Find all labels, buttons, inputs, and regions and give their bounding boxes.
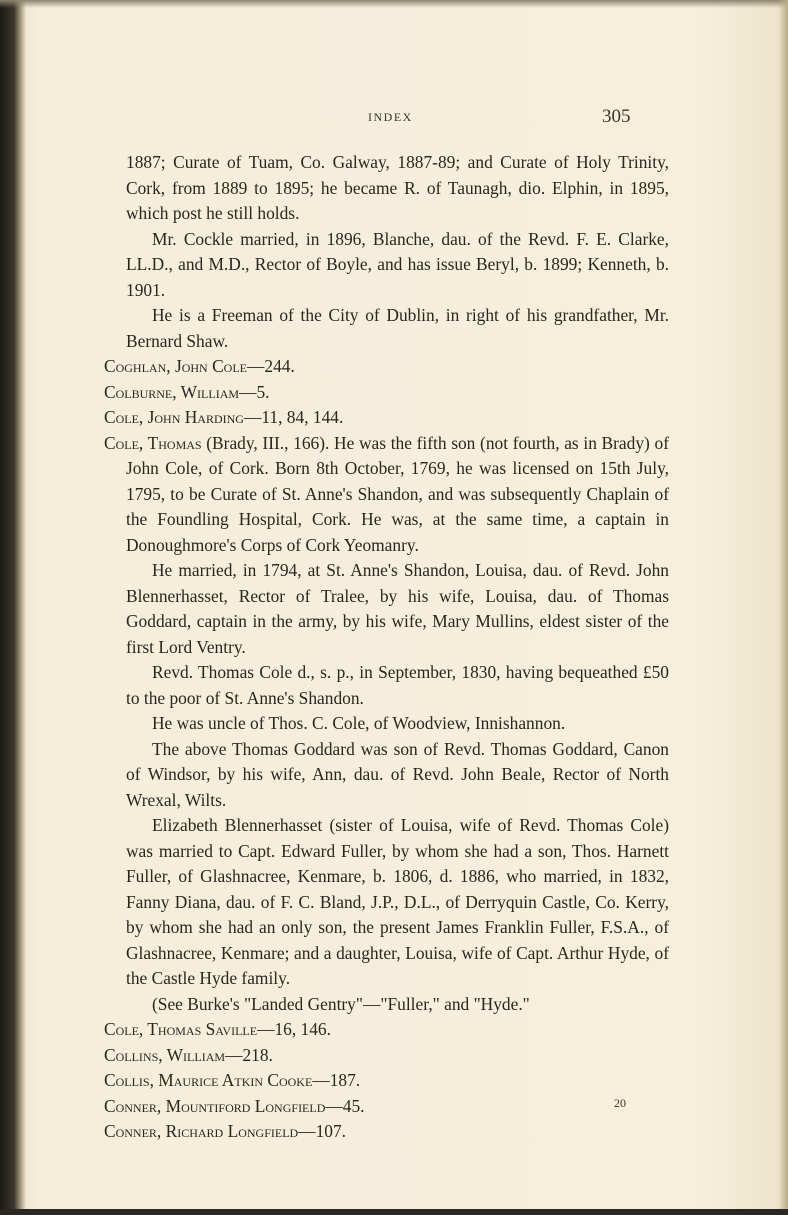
continuation-paragraph: 1887; Curate of Tuam, Co. Galway, 1887-89; and Curate of Holy Trinity, Cork, from 1889 to 1895; he became R. of Taunagh, dio. Elphin, in 1895, which post he still holds. bbox=[126, 152, 669, 223]
index-entry bbox=[104, 405, 669, 431]
right-edge-shadow bbox=[778, 0, 788, 1215]
entry-name: Collins, William bbox=[104, 1044, 226, 1065]
entry-name: Collis, Maurice Atkin Cooke bbox=[104, 1070, 313, 1090]
page-number: 305 bbox=[602, 106, 631, 127]
index-entry bbox=[104, 1017, 669, 1043]
index-entry bbox=[104, 1119, 669, 1145]
entry-refs: —5. bbox=[239, 381, 270, 402]
entry-name: Cole, John Harding bbox=[104, 407, 244, 427]
entry-paragraph: Revd. Thomas Cole d., s. p., in September, 1830, having bequeathed £50 to the poor of St. Anne's Shandon. bbox=[126, 662, 669, 708]
entry-paragraph: He married, in 1794, at St. Anne's Shandon, Louisa, dau. of Revd. John Blennerhasset, Rector of Tralee, by his wife, Louisa, dau. of Thomas Goddard, captain in the army, by his wife, Mary Mullins, eldest sister of the first Lord Ventry. bbox=[126, 560, 669, 657]
entry-refs: —187. bbox=[312, 1070, 361, 1090]
cole-thomas-details bbox=[104, 558, 669, 1017]
entry-name: Coghlan, John Cole bbox=[104, 356, 247, 376]
entry-text: (Brady, III., 166). He was the fifth son (not fourth, as in Brady) of John Cole, of Cork. Born 8th October, 1769, he was licensed on 15th July, 1795, to be Curate of St. Anne's Shandon, and was subsequently Chaplain of the Foundling Hospital, Cork. He was, at the same time, a captain in Donoughmore's Corps of Cork Yeomanry. bbox=[126, 432, 669, 555]
index-text bbox=[104, 150, 669, 1145]
entry-refs: —11, 84, 144. bbox=[243, 407, 344, 427]
entry-refs: —45. bbox=[325, 1095, 365, 1116]
entry-refs: —107. bbox=[298, 1121, 347, 1141]
bottom-edge-shadow bbox=[0, 1209, 788, 1215]
entry-name: Cole, Thomas bbox=[104, 432, 202, 453]
entry-paragraph: (See Burke's "Landed Gentry"—"Fuller," and "Hyde." bbox=[152, 993, 530, 1014]
previous-entry-continuation bbox=[104, 150, 669, 354]
index-entry bbox=[104, 1068, 669, 1094]
entry-name: Cole, Thomas Saville bbox=[104, 1019, 258, 1039]
entry-refs: —244. bbox=[247, 356, 295, 376]
index-entry bbox=[104, 1094, 669, 1120]
continuation-paragraph: He is a Freeman of the City of Dublin, in right of his grandfather, Mr. Bernard Shaw. bbox=[126, 305, 669, 351]
entry-name: Conner, Richard Longfield bbox=[104, 1121, 299, 1141]
entry-paragraph: He was uncle of Thos. C. Cole, of Woodview, Innishannon. bbox=[152, 713, 566, 733]
continuation-paragraph: Mr. Cockle married, in 1896, Blanche, dau. of the Revd. F. E. Clarke, LL.D., and M.D., Rector of Boyle, and has issue Beryl, b. 1899; Kenneth, b. 1901. bbox=[126, 228, 669, 300]
index-entry bbox=[104, 354, 669, 380]
index-entry bbox=[104, 380, 669, 406]
signature-mark: 20 bbox=[614, 1096, 626, 1110]
running-head-title: INDEX bbox=[368, 110, 413, 124]
entry-paragraph: Elizabeth Blennerhasset (sister of Louisa, wife of Revd. Thomas Cole) was married to Capt. Edward Fuller, by whom she had a son, Thos. Harnett Fuller, of Glashnacree, Kenmare, b. 1806, d. 1886, who married, in 1832, Fanny Diana, dau. of F. C. Bland, J.P., D.L., of Derryquin Castle, Co. Kerry, by whom she had an only son, the present James Franklin Fuller, F.S.A., of Glashnacree, Kenmare; and a daughter, Louisa, wife of Capt. Arthur Hyde, of the Castle Hyde family. bbox=[126, 815, 669, 988]
entry-refs: —16, 146. bbox=[257, 1019, 331, 1039]
entry-name: Conner, Mountiford Longfield bbox=[104, 1095, 326, 1116]
running-head bbox=[0, 106, 788, 126]
index-entry-cole-thomas bbox=[104, 431, 669, 559]
book-spine-shadow bbox=[0, 0, 26, 1215]
entry-refs: —218. bbox=[225, 1044, 273, 1065]
top-edge-shadow bbox=[0, 0, 788, 8]
entry-name: Colburne, William bbox=[104, 381, 240, 402]
index-entry bbox=[104, 1043, 669, 1069]
entry-paragraph: The above Thomas Goddard was son of Revd. Thomas Goddard, Canon of Windsor, by his wife, Ann, dau. of Revd. John Beale, Rector of North Wrexal, Wilts. bbox=[126, 738, 669, 810]
